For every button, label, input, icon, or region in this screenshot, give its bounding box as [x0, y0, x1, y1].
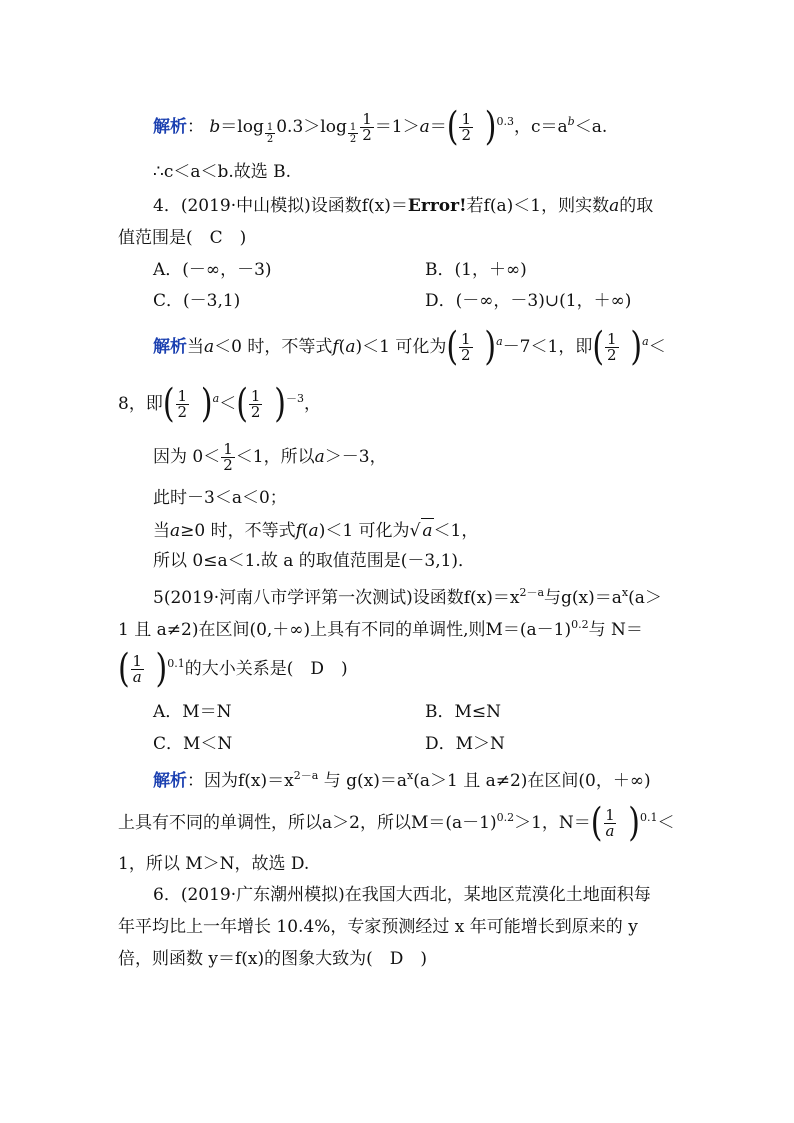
q4-solution-line6: 所以 0≤a＜1.故 a 的取值范围是(－3,1)． [153, 551, 476, 571]
q4-solution-line4: 此时－3＜a＜0； [153, 488, 287, 508]
q6-stem-line1: 6．(2019·广东潮州模拟)在我国大西北，某地区荒漠化土地面积每 [153, 885, 651, 905]
q5-stem-line2: 1 且 a≠2)在区间(0,＋∞)上具有不同的单调性,则$M=(a-1)^{0.2}$与 N＝ [118, 618, 643, 640]
q5-stem-line1: 5(2019·河南八市学评第一次测试)设函数$f(x)=x^{2-a}$与$g(x)=a^x(a>$ [153, 586, 662, 608]
p3-solution-line1: 解析： b＝log $\frac{1}{2}$ 0.3＞log $\frac{1}{2}$ $\frac{1}{2}$ ＝1＞a＝( $\frac{1}{2}$ )$^{0.3}$，$c=a^b<a$. [153, 104, 608, 150]
q4-solution-line5: 当a≥0 时，不等式f(a)＜1 可化为√ a＜1， [153, 518, 478, 543]
log-base-fraction: $\frac{1}{2}$ [349, 122, 357, 145]
q5-solution-line2: 上具有不同的单调性，所以a＞2，所以$M=(a-1)^{0.2}>1$，N＝( $\frac{1}{a}$ )$^{0.1}$＜ [118, 800, 675, 846]
error-text: Error! [407, 196, 467, 216]
q5-solution-line1: 解析：因为$f(x)=x^{2-a}$ 与 $g(x)=a^x(a>1$ 且 a≠2)在区间(0，＋∞) [153, 769, 651, 791]
q4-solution-line1: 解析当a＜0 时，不等式f(a)＜1 可化为( $\frac{1}{2}$ )$^a$－7＜1，即( $\frac{1}{2}$ )$^a$＜ [153, 324, 666, 370]
q4-option-c: C．(－3,1) [153, 291, 241, 311]
q4-solution-line2: 8，即( $\frac{1}{2}$ )$^a$＜( $\frac{1}{2}$ )$^{-3}$， [118, 381, 321, 427]
solution-label: 解析 [153, 337, 187, 357]
q5-option-b: B．M≤N [425, 702, 502, 722]
q5-solution-line3: 1，所以 M＞N，故选 D. [118, 854, 310, 874]
q4-option-d: D．(－∞，－3)∪(1，＋∞) [425, 291, 632, 311]
half-fraction: $\frac{1}{2}$ [362, 110, 372, 144]
q6-stem-line2: 年平均比上一年增长 10.4%，专家预测经过 x 年可能增长到原来的 y [118, 917, 638, 937]
solution-label: 解析 [153, 117, 187, 137]
q4-option-b: B．(1，＋∞) [425, 260, 527, 280]
q5-option-d: D．M＞N [425, 734, 505, 754]
q4-stem-line2: 值范围是( C ) [118, 228, 247, 248]
q5-option-c: C．M＜N [153, 734, 233, 754]
p3-conclusion: ∴c＜a＜b.故选 B. [153, 162, 292, 182]
q6-stem-line3: 倍，则函数 y＝f(x)的图象大致为( D ) [118, 949, 428, 969]
q4-solution-line3: 因为 0＜ $\frac{1}{2}$ ＜1，所以a＞－3， [153, 440, 387, 474]
q5-option-a: A．M＝N [153, 702, 232, 722]
solution-label: 解析 [153, 771, 187, 791]
q4-stem-line1: 4．(2019·中山模拟)设函数f(x)＝Error!若f(a)＜1，则实数a的取 [153, 196, 654, 216]
q5-stem-line3: ( $\frac{1}{a}$ )$^{0.1}$的大小关系是( D ) [118, 646, 348, 692]
q4-option-a: A．(－∞，－3) [153, 260, 272, 280]
log-base-fraction: $\frac{1}{2}$ [266, 122, 274, 145]
half-fraction: $\frac{1}{2}$ [461, 110, 471, 144]
